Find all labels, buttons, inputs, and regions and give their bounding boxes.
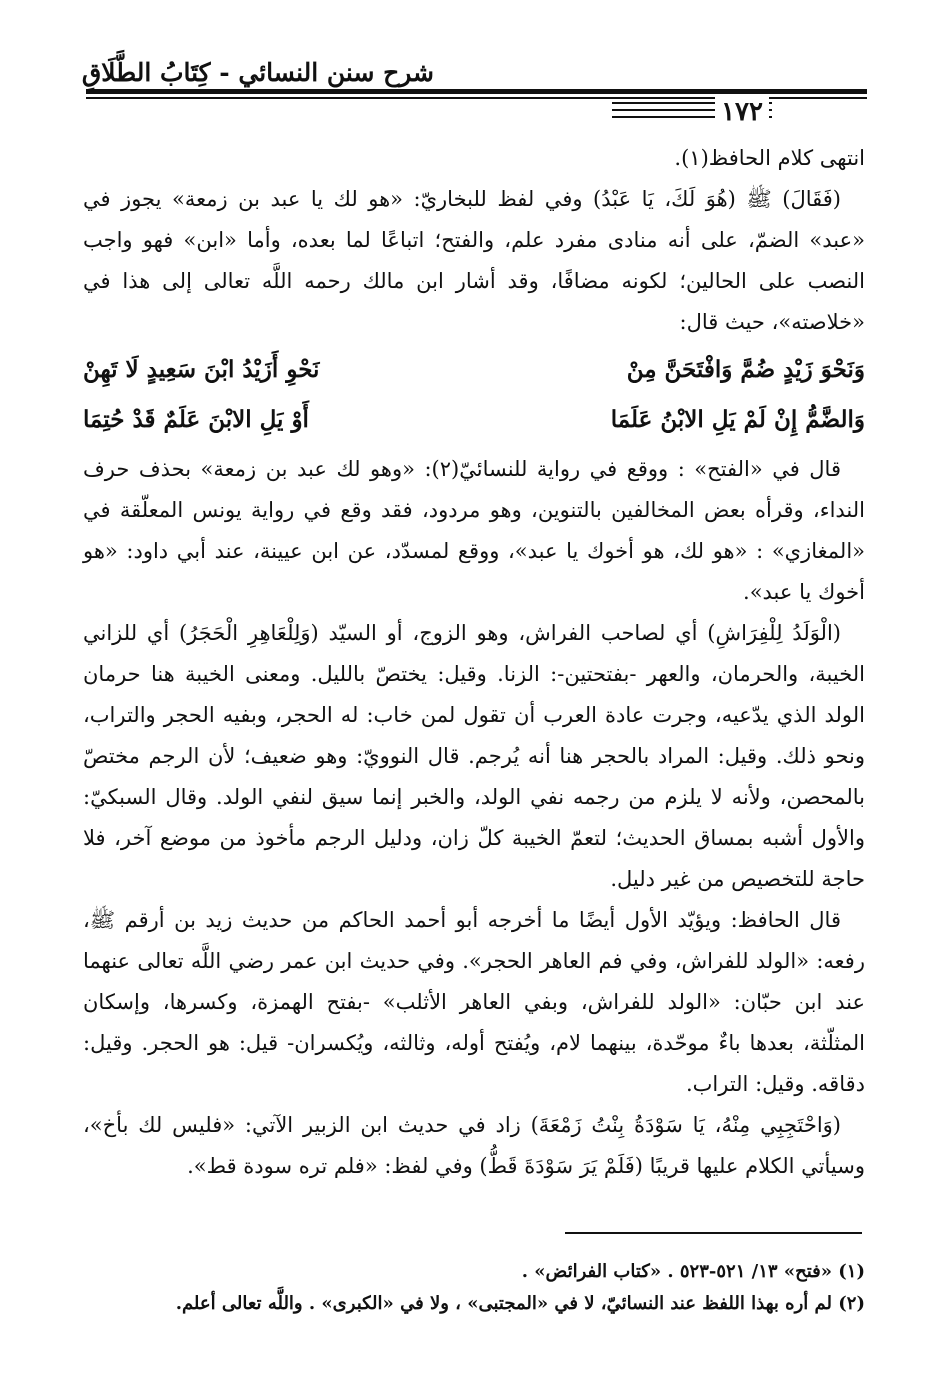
verse-hemistich: نَحْوِ أَزَيْدُ ابْنَ سَعِيدٍ لَا تَهِنْ (83, 356, 320, 383)
running-header-title: شرح سنن النسائي - كِتَابُ الطَّلَاقِ (81, 58, 434, 87)
paragraph-sawda: (وَاحْتَجِبِي مِنْهُ، يَا سَوْدَةُ بِنْتُ زَمْعَةَ) زاد في حديث ابن الزبير الآتي: «فليس لك بأخ»، وسيأتي الكلام عليها قريبًا (فَلَمْ يَرَ سَوْدَةَ قَطُّ) وفي لفظ: «فلم تره سودة قط». (83, 1113, 865, 1178)
verse-hemistich: وَنَحْوَ زَيْدٍ ضُمَّ وَافْتَحَنَّ مِنْ (626, 356, 865, 383)
footnote-separator (565, 1232, 862, 1234)
header-rule (86, 89, 867, 94)
paragraph-firash: (الْوَلَدُ لِلْفِرَاشِ) أي لصاحب الفراش، وهو الزوج، أو السيّد (وَلِلْعَاهِرِ الْحَجَرُ) أي للزاني الخيبة، والحرمان، والعهر -بفتحتين-: الزنا. وقيل: يختصّ بالليل. ومعنى الخيبة هنا حرمان الولد الذي يدّعيه، وجرت عادة العرب أن تقول لمن خاب: له الحجر، وبفيه الحجر والتراب، ونحو ذلك. وقيل: المراد بالحجر هنا أنه يُرجم. قال النوويّ: وهو ضعيف؛ لأن الرجم مختصّ بالمحصن، ولأنه لا يلزم من رجمه نفي الولد، والخبر إنما سيق لنفي الولد. وقال السبكيّ: والأول أشبه بمساق الحديث؛ لتعمّ الخيبة كلّ زان، ودليل الرجم مأخوذ من موضع آخر، فلا حاجة للتخصيص من غير دليل. (83, 621, 865, 891)
paragraph-fath-quote: قال في «الفتح» : ووقع في رواية للنسائيّ(٢): «وهو لك عبد بن زمعة» بحذف حرف النداء، وقرأه بعض المخالفين بالتنوين، وهو مردود، فقد وقع في رواية يونس المعلّقة في «المغازي» : «هو لك، هو أخوك يا عبد»، ووقع لمسدّد، عن ابن عيينة، عند أبي داود: «هو أخوك يا عبد». (83, 457, 866, 604)
footnotes (83, 1256, 865, 1320)
verse-hemistich: أَوْ يَلِ الابْنَ عَلَمٌ قَدْ حُتِمَا (83, 406, 309, 433)
poetry-verse (83, 345, 865, 445)
page-number-block (612, 96, 867, 130)
verse-line-2 (83, 395, 865, 445)
verse-hemistich: وَالضَّمُّ إِنْ لَمْ يَلِ الابْنُ عَلَمَا (610, 406, 865, 433)
page-number: ١٧٢ (715, 96, 769, 128)
paragraph-closing-quote: انتهى كلام الحافظ(١). (674, 146, 865, 170)
verse-line-1 (83, 345, 865, 395)
footnote-1: (١) «فتح» ١٣/ ٥٢١-٥٢٣ . «كتاب الفرائض» . (521, 1261, 865, 1282)
main-text (83, 138, 865, 1187)
footnote-2: (٢) لم أره بهذا اللفظ عند النسائيّ، لا في «المجتبى» ، ولا في «الكبرى» . واللَّه تعالى أعلم. (175, 1293, 865, 1314)
paragraph-hafiz: قال الحافظ: ويؤيّد الأول أيضًا ما أخرجه أبو أحمد الحاكم من حديث زيد بن أرقم ﷺ، رفعه: «الولد للفراش، وفي فم العاهر الحجر». وفي حديث ابن عمر رضي اللَّه تعالى عنهما عند ابن حبّان: «الولد للفراش، وبفي العاهر الأثلب» -بفتح الهمزة، وكسرها، وإسكان المثلّثة، بعدها باءٌ موحّدة، بينهما لام، ويُفتح أوله، وثالثه، ويُكسران- قيل: هو الحجر. وقيل: دقاقه. وقيل: التراب. (83, 908, 865, 1096)
paragraph-hadith-commentary: (فَقَالَ) ﷺ (هُوَ لَكَ، يَا عَبْدُ) وفي لفظ للبخاريّ: «هو لك يا عبد بن زمعة» يجوز في «عبد» الضمّ، على أنه منادى مفرد علم، والفتح؛ اتباعًا لما بعده، وأما «ابن» فهو واجب النصب على الحالين؛ لكونه مضافًا، وقد أشار ابن مالك رحمه اللَّه تعالى إلى هذا في «خلاصته»، حيث قال: (83, 187, 865, 334)
